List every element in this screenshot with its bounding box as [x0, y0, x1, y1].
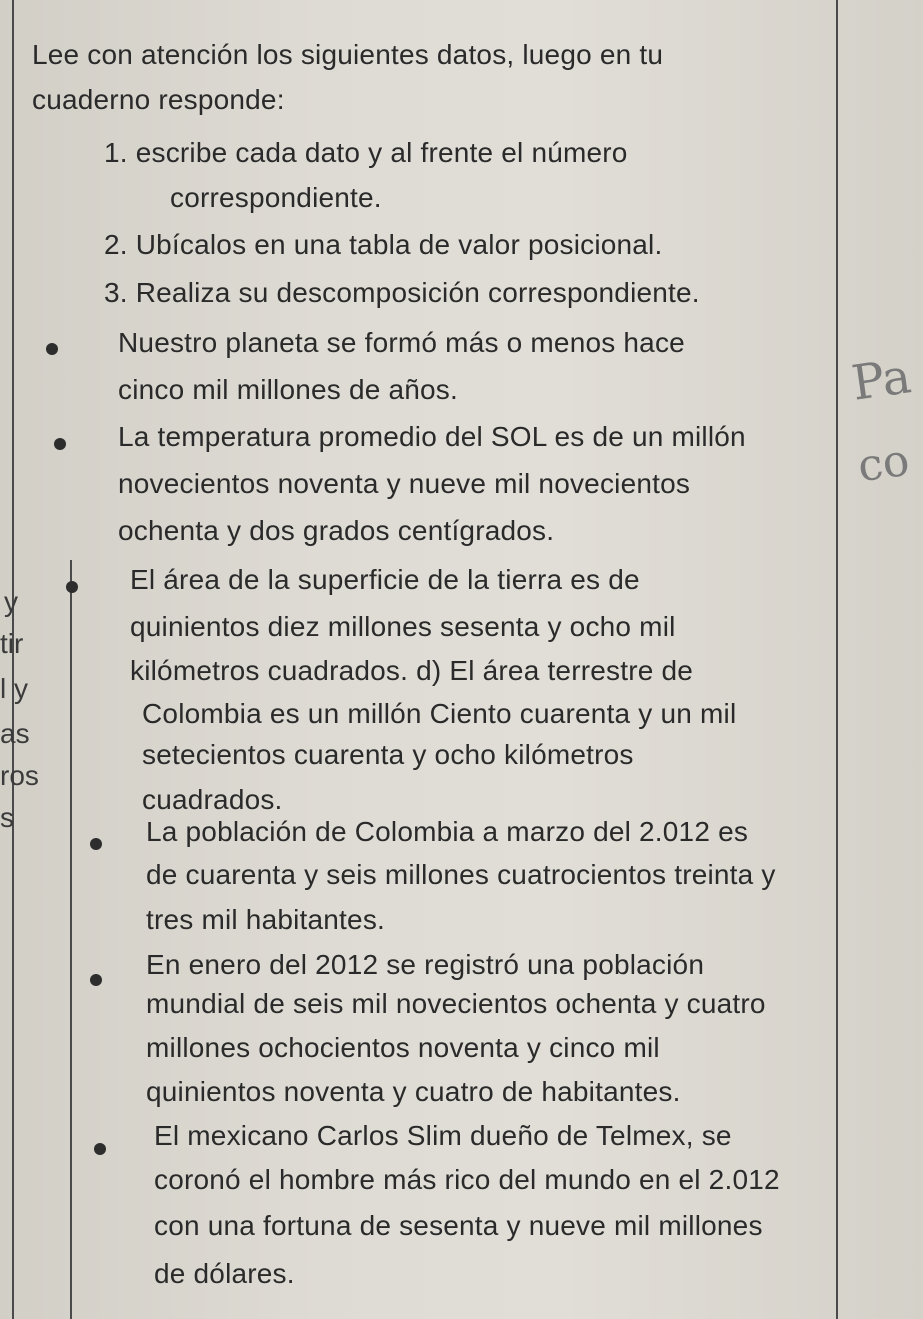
fact-2-line-2: novecientos noventa y nueve mil novecientos	[118, 468, 691, 499]
fact-5-bullet	[90, 974, 102, 986]
fact-3-bullet	[66, 581, 78, 593]
left-margin-fragment: y	[4, 586, 18, 617]
fact-3-line-3: kilómetros cuadrados. d) El área terrestre de	[130, 655, 694, 686]
fact-1-line-2: cinco mil millones de años.	[118, 374, 458, 405]
intro-line-2: cuaderno responde:	[32, 84, 285, 115]
fact-3-line-4: Colombia es un millón Ciento cuarenta y un mil	[142, 698, 737, 729]
fact-4-line-3: tres mil habitantes.	[146, 904, 385, 935]
fact-5-line-1: En enero del 2012 se registró una población	[146, 949, 705, 980]
fact-2-bullet	[54, 438, 66, 450]
fact-4-bullet	[90, 838, 102, 850]
fact-5-line-2: mundial de seis mil novecientos ochenta y cuatro	[146, 988, 766, 1019]
fact-3-line-2: quinientos diez millones sesenta y ocho mil	[130, 611, 676, 642]
intro-line-1: Lee con atención los siguientes datos, luego en tu	[32, 39, 664, 70]
left-margin-fragment: s	[0, 802, 14, 833]
fact-2-line-1: La temperatura promedio del SOL es de un millón	[118, 421, 746, 452]
left-margin-fragment: as	[0, 718, 30, 749]
page-right-border	[836, 0, 838, 1319]
left-margin-fragment: ros	[0, 760, 39, 791]
fact-1-bullet	[46, 343, 58, 355]
handwritten-fragment: co	[854, 434, 913, 493]
fact-4-line-2: de cuarenta y seis millones cuatrocientos treinta y	[146, 859, 776, 890]
fact-6-line-2: coronó el hombre más rico del mundo en el 2.012	[154, 1164, 780, 1195]
left-margin-fragment: tir	[0, 628, 24, 659]
fact-3-line-6: cuadrados.	[142, 784, 283, 815]
handwritten-fragment: Pa	[848, 348, 915, 412]
step-1-line-1: 1. escribe cada dato y al frente el número	[104, 137, 628, 168]
fact-5-line-4: quinientos noventa y cuatro de habitantes.	[146, 1076, 681, 1107]
step-1-line-2: correspondiente.	[170, 182, 382, 213]
fact-4-line-1: La población de Colombia a marzo del 2.012 es	[146, 816, 749, 847]
fact-3-line-1: El área de la superficie de la tierra es de	[130, 564, 640, 595]
left-margin-fragment: l y	[0, 673, 28, 704]
step-2-line-1: 2. Ubícalos en una tabla de valor posicional.	[104, 229, 663, 260]
step-3-line-1: 3. Realiza su descomposición correspondiente.	[104, 277, 700, 308]
fact-5-line-3: millones ochocientos noventa y cinco mil	[146, 1032, 660, 1063]
fact-1-line-1: Nuestro planeta se formó más o menos hace	[118, 327, 685, 358]
fact-6-line-1: El mexicano Carlos Slim dueño de Telmex, se	[154, 1120, 732, 1151]
fact-6-line-3: con una fortuna de sesenta y nueve mil millones	[154, 1210, 763, 1241]
fact-3-line-5: setecientos cuarenta y ocho kilómetros	[142, 739, 634, 770]
fact-6-bullet	[94, 1143, 106, 1155]
fact-2-line-3: ochenta y dos grados centígrados.	[118, 515, 555, 546]
inner-left-border	[70, 560, 72, 1319]
fact-6-line-4: de dólares.	[154, 1258, 295, 1289]
